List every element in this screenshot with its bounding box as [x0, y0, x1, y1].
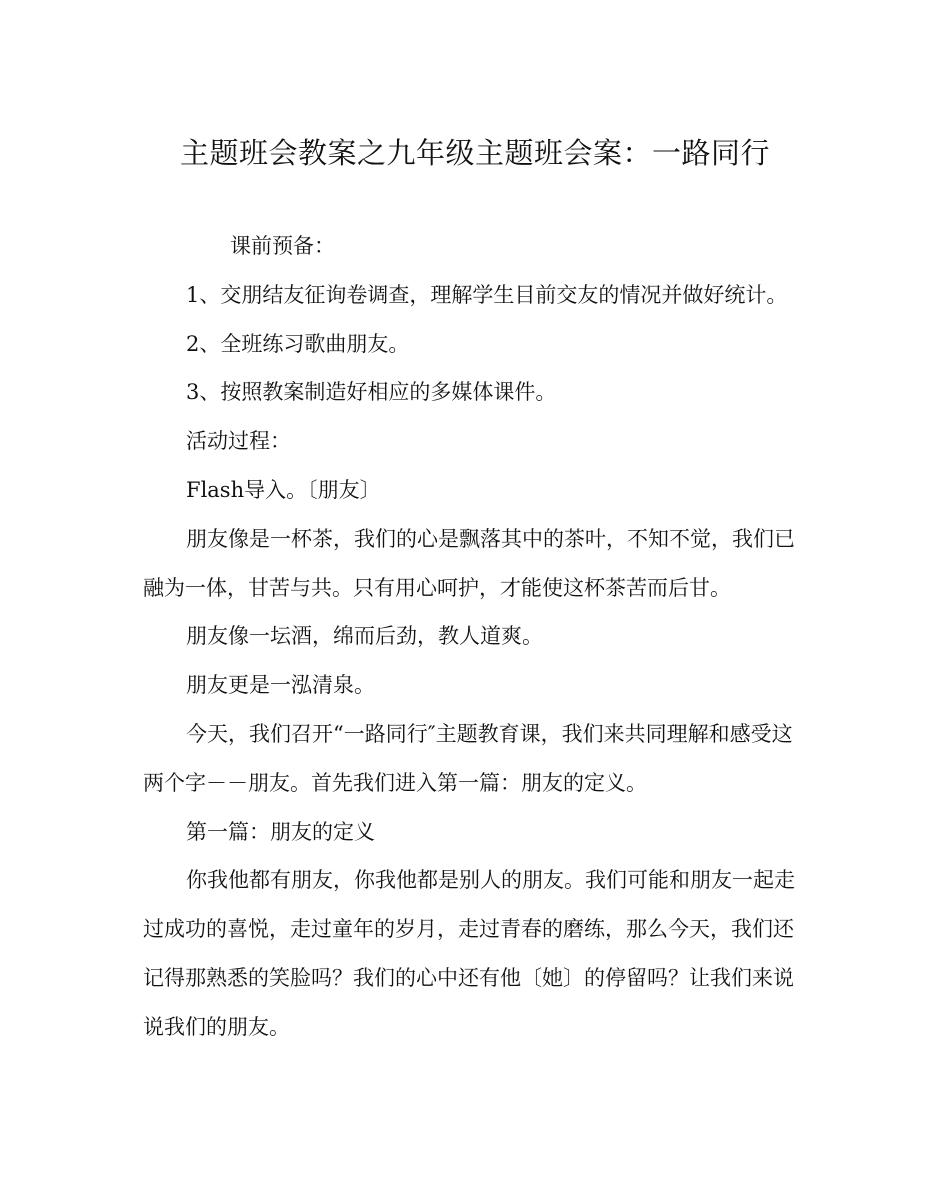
paragraph-section-1-body: 你我他都有朋友，你我他都是别人的朋友。我们可能和朋友一起走过成功的喜悦，走过童年的岁月，走过青春的磨练，那么今天，我们还记得那熟悉的笑脸吗？我们的心中还有他〔她〕的停留吗？让我们来说说我们的朋友。 [143, 868, 795, 1039]
paragraph-wine: 朋友像一坛酒，绵而后劲，教人道爽。 [186, 624, 543, 649]
paragraph-flash-intro: Flash导入。〔朋友〕 [186, 477, 381, 502]
paragraph-section-1-heading: 第一篇：朋友的定义 [186, 819, 375, 844]
paragraph-item-1: 1、交朋结友征询卷调查，理解学生目前交友的情况并做好统计。 [186, 282, 788, 307]
document-body [143, 222, 808, 1052]
paragraph-item-2: 2、全班练习歌曲朋友。 [186, 331, 410, 356]
paragraph-item-3: 3、按照教案制造好相应的多媒体课件。 [186, 380, 557, 405]
paragraph-activity-heading: 活动过程： [186, 429, 291, 454]
paragraph-today: 今天，我们召开“一路同行″主题教育课，我们来共同理解和感受这两个字－－朋友。首先我们进入第一篇：朋友的定义。 [143, 721, 793, 795]
paragraph-prep-heading: 课前预备： [230, 234, 335, 258]
document-title: 主题班会教案之九年级主题班会案：一路同行 [179, 136, 770, 170]
paragraph-tea: 朋友像是一杯茶，我们的心是飘落其中的茶叶，不知不觉，我们已融为一体，甘苦与共。只有用心呵护，才能使这杯茶苦而后甘。 [143, 526, 795, 600]
paragraph-spring: 朋友更是一泓清泉。 [186, 673, 375, 698]
